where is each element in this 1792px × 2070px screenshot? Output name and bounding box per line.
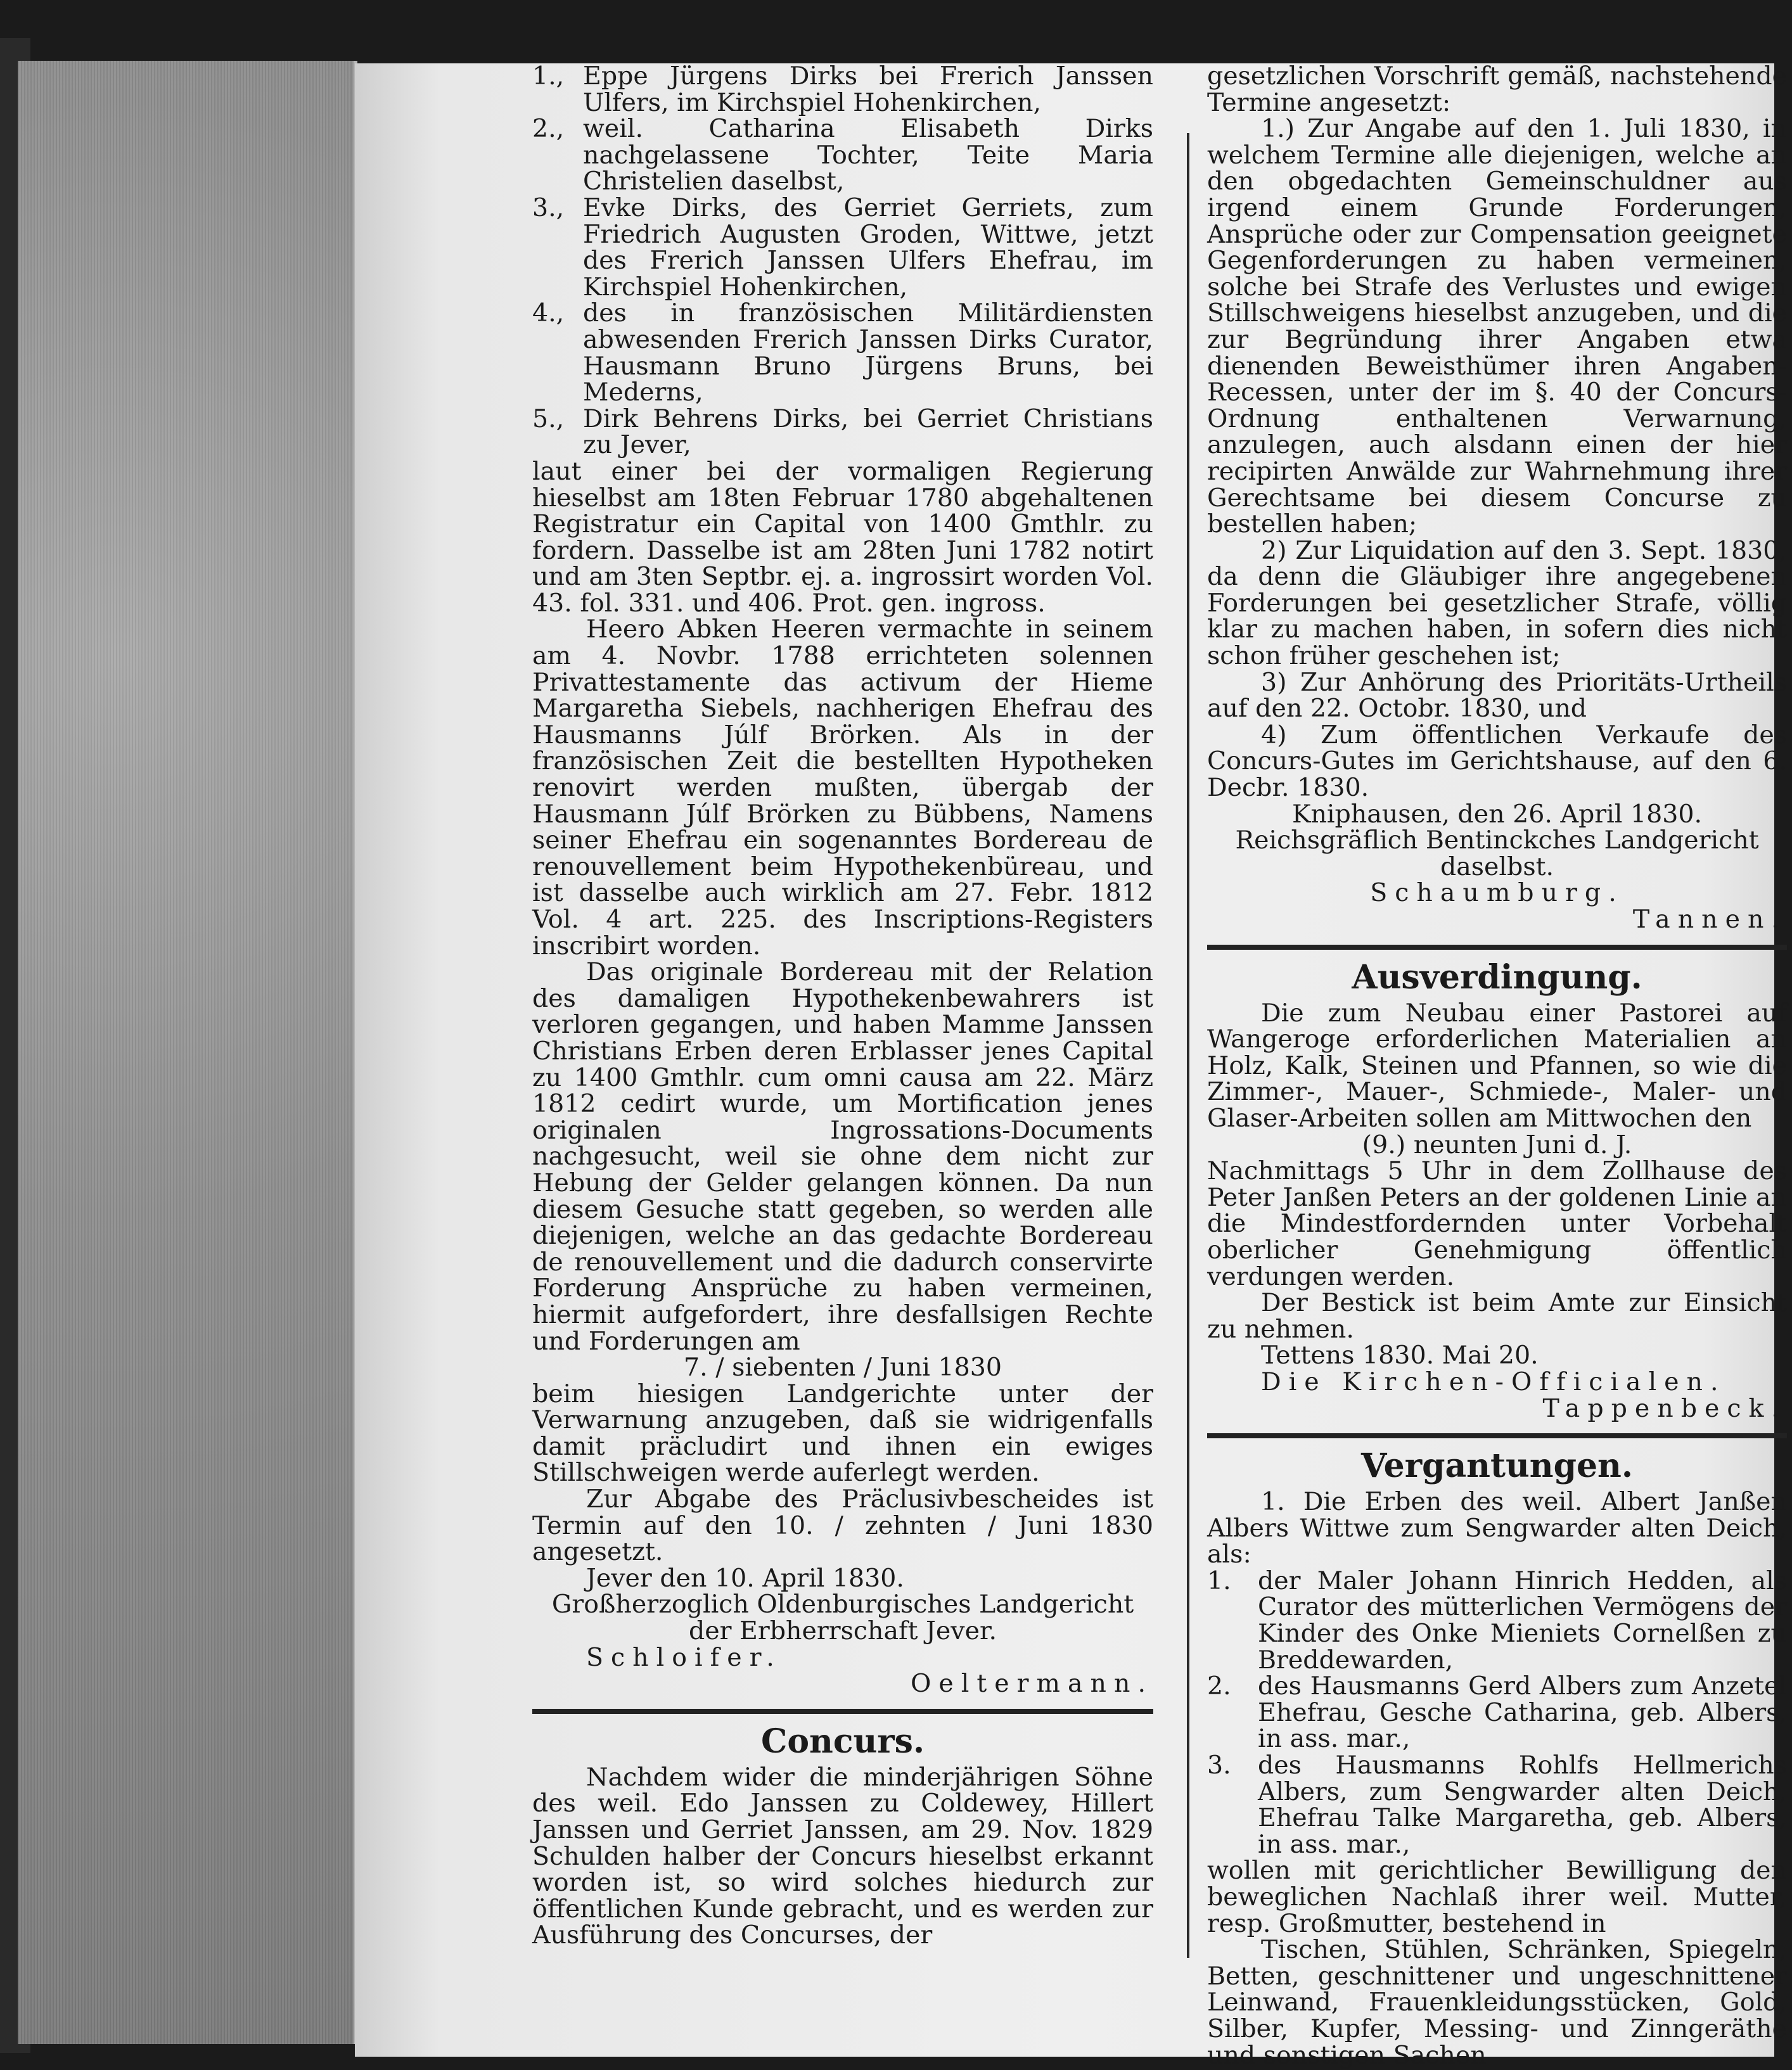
ausverdingung-date: (9.) neunten Juni d. J. — [1362, 1130, 1632, 1160]
heirs-list — [1207, 1568, 1787, 1858]
officials: Die Kirchen-Officialen. — [1261, 1367, 1726, 1396]
list-text: Evke Dirks, des Gerriet Gerriets, zum Friedrich Augusten Groden, Wittwe, jetzt des Frerich Janssen Ulfers Ehefrau, im Kirchspiel Hohenkirchen, — [583, 193, 1153, 302]
list-item — [532, 63, 1153, 116]
court-name-2: der Erbherrschaft Jever. — [688, 1616, 997, 1646]
paragraph-beim: beim hiesigen Landgerichte unter der Verwarnung anzugeben, daß sie widrigenfalls damit präcludirt und ihnen ein ewiges Stillschweigen werde auferlegt werden. — [532, 1379, 1153, 1488]
paragraph-concurs: Nachdem wider die minderjährigen Söhne des weil. Edo Janssen zu Coldewey, Hillert Janssen und Gerriet Janssen, am 29. Nov. 1829 Schulden halber der Concurs hieselbst erkannt worden ist, so wird solches hiedurch zur öffentlichen Kunde gebracht, und es werden zur Ausführung des Concurses, der — [532, 1762, 1153, 1950]
place-date-kniphausen: Kniphausen, den 26. April 1830. — [1291, 799, 1703, 829]
paragraph-laut: laut einer bei der vormaligen Regierung hieselbst am 18ten Februar 1780 abgehaltenen Registratur ein Capital von 1400 Gmthlr. zu fordern. Dasselbe ist am 28ten Juni 1782 notirt und am 3ten Septbr. ej. a. ingrossirt worden Vol. 43. fol. 331. und 406. Prot. gen. ingross. — [532, 456, 1153, 618]
column-divider — [1187, 133, 1189, 1958]
paragraph-ausverdingung: Die zum Neubau einer Pastorei auf Wangeroge erforderlichen Materialien an Holz, Kalk, Steinen und Pfannen, so wie die Zimmer-, Mauer-, Schmiede-, Maler- und Glaser-Arbeiten sollen am Mittwochen den — [1207, 998, 1787, 1133]
list-number: 3., — [532, 193, 565, 222]
list-text: weil. Catharina Elisabeth Dirks nachgelassene Tochter, Teite Maria Christelien daselbst, — [583, 114, 1153, 196]
signature-schaumburg: Schaumburg. — [1370, 878, 1624, 908]
paragraph-items: Tischen, Stühlen, Schränken, Spiegeln, Betten, geschnittener und ungeschnittener Leinwand, Frauenkleidungsstücken, Gold, Silber, Kupfer, Messing- und Zinngeräthe und sonstigen Sachen — [1207, 1935, 1787, 2070]
section-title-concurs: Concurs. — [760, 1722, 925, 1761]
list-number: 1., — [532, 61, 565, 91]
paragraph-nachmittags: Nachmittags 5 Uhr in dem Zollhause des Peter Janßen Peters an der goldenen Linie an die Mindestfordernden unter Vorbehalt oberlicher Genehmigung öffentlich verdungen werden. — [1207, 1156, 1787, 1291]
place-date-tettens: Tettens 1830. Mai 20. — [1261, 1341, 1539, 1370]
list-number: 5., — [532, 404, 565, 433]
list-text: der Maler Johann Hinrich Hedden, als Curator des mütterlichen Vermögens der Kinder des Onke Mieniets Cornelßen zu Breddewarden, — [1258, 1566, 1787, 1675]
list-text: des in französischen Militärdiensten abwesenden Frerich Janssen Dirks Curator, Hausmann Bruno Jürgens Bruns, bei Mederns, — [583, 298, 1153, 407]
list-number: 3. — [1207, 1751, 1231, 1780]
list-item — [532, 116, 1153, 195]
right-column — [1207, 63, 1787, 2069]
book-page-edges — [18, 61, 357, 2044]
signature-1: Schloifer. — [586, 1642, 782, 1672]
list-number: 2. — [1207, 1671, 1231, 1701]
signature-tannen: Tannen. — [1632, 905, 1787, 934]
list-item — [1207, 1753, 1787, 1858]
court-name-1: Großherzoglich Oldenburgisches Landgericht — [551, 1590, 1134, 1620]
list-number: 4., — [532, 298, 565, 328]
section-divider — [1207, 1433, 1787, 1438]
creditor-list — [532, 63, 1153, 459]
list-text: des Hausmanns Rohlfs Hellmerichs Albers, zum Sengwarder alten Deich, Ehefrau Talke Margaretha, geb. Albers, in ass. mar., — [1258, 1751, 1787, 1859]
term-4: 4) Zum öffentlichen Verkaufe des Concurs-Gutes im Gerichtshause, auf den 6. Decbr. 1830. — [1207, 720, 1787, 803]
term-3: 3) Zur Anhörung des Prioritäts-Urtheils auf den 22. Octobr. 1830, und — [1207, 667, 1787, 724]
paragraph-zur: Zur Abgabe des Präclusivbescheides ist Termin auf den 10. / zehnten / Juni 1830 angesetzt. — [532, 1485, 1153, 1567]
list-item — [532, 195, 1153, 300]
paragraph-vergantungen: 1. Die Erben des weil. Albert Janßen Albers Wittwe zum Sengwarder alten Deich, als: — [1207, 1487, 1787, 1569]
list-item — [532, 300, 1153, 406]
section-title-ausverdingung: Ausverdingung. — [1352, 957, 1642, 997]
paragraph-das: Das originale Bordereau mit der Relation des damaligen Hypothekenbewahrers ist verloren gegangen, und haben Mamme Janssen Christians Erben deren Erblasser jenes Capital zu 1400 Gmthlr. cum omni causa am 22. März 1812 cedirt wurde, um Mortification jenes originalen Ingrossations-Documents nachgesucht, weil sie ohne dem nicht zur Hebung der Gelder gelangen können. Da nun diesem Gesuche statt gegeben, so werden alle diejenigen, welche an das gedachte Bordereau de renouvellement und die dadurch conservirte Forderung Ansprüche zu haben vermeinen, hiermit aufgefordert, ihre desfallsigen Rechte und Forderungen am — [532, 957, 1153, 1356]
section-title-vergantungen: Vergantungen. — [1361, 1447, 1633, 1486]
section-divider — [532, 1709, 1153, 1714]
paragraph-wollen: wollen mit gerichtlicher Bewilligung den beweglichen Nachlaß ihrer weil. Mutter, resp. Großmutter, bestehend in — [1207, 1856, 1787, 1938]
paragraph-heero: Heero Abken Heeren vermachte in seinem am 4. Novbr. 1788 errichteten solennen Privattestamente das activum der Hieme Margaretha Siebels, nachherigen Ehefrau des Hausmanns Júlf Brörken. Als in der französischen Zeit die bestellten Hypotheken renovirt werden mußten, übergab der Hausmann Júlf Brörken zu Bübbens, Namens seiner Ehefrau ein sogenanntes Bordereau de renouvellement beim Hypothekenbüreau, und ist dasselbe auch wirklich am 27. Febr. 1812 Vol. 4 art. 225. des Inscriptions-Registers inscribirt worden. — [532, 615, 1153, 961]
paragraph-bestick: Der Bestick ist beim Amte zur Einsicht zu nehmen. — [1207, 1288, 1787, 1344]
list-item — [1207, 1673, 1787, 1753]
list-number: 1. — [1207, 1566, 1231, 1595]
list-item — [532, 406, 1153, 459]
term-2: 2) Zur Liquidation auf den 3. Sept. 1830, da denn die Gläubiger ihre angegebenen Forderungen bei gesetzlicher Strafe, völlig klar zu machen haben, in sofern dies nicht schon früher geschehen ist; — [1207, 535, 1787, 671]
signature-2: Oeltermann. — [911, 1669, 1153, 1699]
term-1: 1.) Zur Angabe auf den 1. Juli 1830, in welchem Termine alle diejenigen, welche an den obgedachten Gemeinschuldner aus irgend einem Grunde Forderungen, Ansprüche oder zur Compensation geeignete Gegenforderungen zu haben vermeinen, solche bei Strafe des Verlustes und ewigen Stillschweigens hieselbst anzugeben, und die zur Begründung ihrer Angaben etwa dienenden Beweisthümer ihren Angaben-Recessen, unter der im §. 40 der Concurs-Ordnung enthaltenen Verwarnung, anzulegen, auch alsdann einen der hier recipirten Anwälde zur Wahrnehmung ihrer Gerechtsame bei diesem Concurse zu bestellen haben; — [1207, 114, 1787, 539]
paragraph-continued: gesetzlichen Vorschrift gemäß, nachstehende Termine angesetzt: — [1207, 61, 1787, 117]
list-number: 2., — [532, 114, 565, 144]
list-text: Eppe Jürgens Dirks bei Frerich Janssen Ulfers, im Kirchspiel Hohenkirchen, — [583, 61, 1153, 117]
list-item — [1207, 1568, 1787, 1673]
section-divider — [1207, 945, 1787, 950]
signature-tappenbeck: Tappenbeck. — [1542, 1393, 1787, 1423]
court-name: Reichsgräflich Bentinckches Landgericht daselbst. — [1235, 826, 1759, 881]
list-text: des Hausmanns Gerd Albers zum Anzetel Ehefrau, Gesche Catharina, geb. Albers, in ass. mar., — [1258, 1671, 1787, 1754]
list-text: Dirk Behrens Dirks, bei Gerriet Christians zu Jever, — [583, 404, 1153, 460]
place-date: Jever den 10. April 1830. — [586, 1563, 904, 1593]
deadline-date: 7. / siebenten / Juni 1830 — [683, 1353, 1002, 1383]
left-column — [532, 63, 1153, 1949]
